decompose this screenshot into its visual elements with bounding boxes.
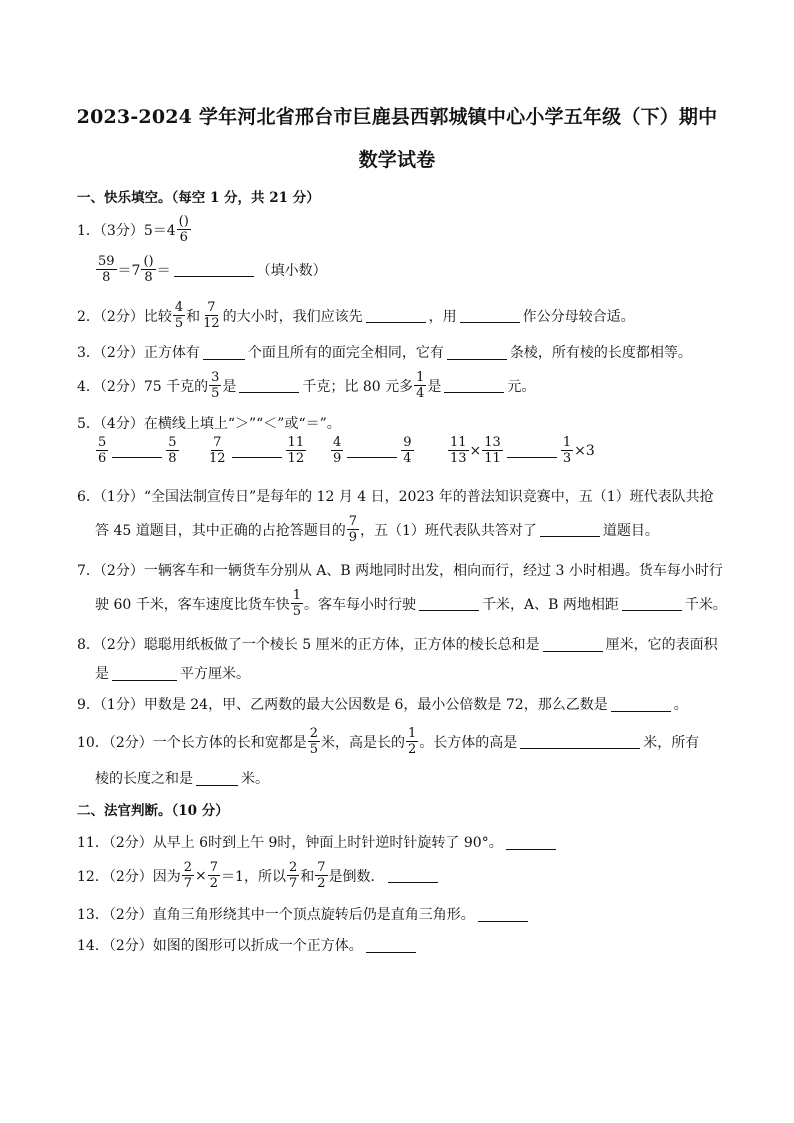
q8-line-2b: 平方厘米。 (180, 666, 250, 682)
q2-blank-2[interactable] (460, 308, 520, 323)
q9-tail: 。 (673, 697, 688, 713)
q5-c2-a-den: 12 (209, 451, 226, 466)
q1-note: （填小数） (256, 262, 327, 279)
q14-blank[interactable] (366, 938, 416, 953)
q1-eq2: ＝ (156, 262, 171, 279)
q11-text: 11．（2分）从早上 6时到上午 9时，钟面上时针逆时针旋转了 90°。 (77, 835, 503, 851)
q10-line-2b: 米。 (241, 771, 269, 787)
q3-text-2: 条棱，所有棱的长度都相等。 (509, 345, 692, 361)
q3-prefix: 3．（2分）正方体有 (77, 345, 200, 361)
q5-c1-a (96, 436, 108, 465)
q5-c4-tail: ×3 (574, 442, 595, 459)
question-1-line-2 (95, 255, 327, 284)
q4-a-den: 5 (211, 386, 220, 401)
q7-blank-1[interactable] (419, 596, 479, 611)
q5-comparison-3 (330, 436, 415, 465)
q2-b-den: 12 (203, 316, 220, 331)
q6-line-1: 6．（1分）“全国法制宣传日”是每年的 12 月 4 日，2023 年的普法知识竞赛中，五（1）班代表队共抢 (77, 489, 714, 505)
q10-blank-2[interactable] (196, 771, 238, 786)
section-2-heading: 二、法官判断。（10 分） (77, 803, 229, 819)
q5-comparison-2 (206, 436, 307, 465)
section-1-heading: 一、快乐填空。（每空 1 分，共 21 分） (77, 190, 320, 206)
q12-fraction-c (287, 861, 299, 890)
q9-blank[interactable] (611, 697, 671, 712)
q4-b-den: 4 (416, 386, 425, 401)
q5-c3-b (401, 436, 413, 465)
q5-c2-blank[interactable] (232, 443, 282, 458)
q1-answer-blank[interactable] (174, 262, 254, 277)
q5-c2-b-num: 11 (287, 435, 305, 450)
q5-c2-a (207, 436, 228, 465)
q10-fraction-a (308, 727, 320, 756)
question-13 (77, 904, 531, 924)
q2-text-2: ，用 (428, 308, 457, 325)
question-6-line-2 (95, 515, 659, 544)
q12-d-den: 2 (317, 876, 326, 891)
q5-c1-blank[interactable] (112, 443, 162, 458)
exam-title: 2023-2024 学年河北省邢台市巨鹿县西郭城镇中心小学五年级（下）期中 (76, 106, 718, 128)
q12-op: × (195, 867, 207, 884)
q6-fraction (347, 515, 359, 544)
q5-text: 5．（4分）在横线上填上“＞”“＜”或“＝”。 (77, 416, 341, 432)
q7-fraction (291, 589, 303, 618)
q5-c4-c (561, 436, 573, 465)
q4-text-2: 千克；比 80 元多 (302, 378, 414, 395)
q2-blank-1[interactable] (366, 308, 426, 323)
question-1 (77, 215, 192, 244)
q6-line-2a: 答 45 道题目，其中正确的占抢答题目的 (95, 522, 346, 539)
q6-blank[interactable] (540, 522, 600, 537)
question-10-line-2 (95, 768, 269, 788)
q1-frac1-num: () (178, 214, 189, 229)
q12-fraction-d (315, 861, 327, 890)
q7-line-1: 7．（2分）一辆客车和一辆货车分别从 A、B 两地同时出发，相向而行，经过 3 小时相遇。货车每小时行 (77, 563, 723, 579)
question-8-line-2 (95, 663, 250, 683)
q4-fraction-a (209, 371, 221, 400)
q5-c4-b-den: 11 (484, 451, 501, 466)
q10-text-1: 米，高是长的 (321, 734, 406, 751)
q4-text-4: 元。 (507, 378, 536, 395)
q5-c4-a-num: 11 (450, 435, 467, 450)
q12-fraction-a (182, 861, 194, 890)
q7-line-2d: 千米。 (684, 596, 727, 613)
question-14 (77, 935, 419, 955)
question-12 (77, 861, 441, 890)
q4-text-1: 是 (222, 378, 237, 395)
q2-b-num: 7 (207, 300, 216, 315)
q1-fraction-1 (177, 215, 191, 244)
q5-c1-b-num: 5 (168, 435, 177, 450)
q5-c4-op: × (469, 442, 482, 459)
question-3 (77, 342, 692, 362)
q5-comparison-1 (95, 436, 180, 465)
q5-c4-a (448, 436, 469, 465)
q1-frac2-den: 8 (102, 270, 111, 285)
q2-a-den: 5 (174, 316, 184, 331)
q7-blank-2[interactable] (622, 596, 682, 611)
q12-blank[interactable] (388, 868, 438, 883)
q5-c4-b-num: 13 (484, 435, 501, 450)
q1-frac3-num: () (143, 254, 154, 269)
exam-subtitle: 数学试卷 (358, 149, 436, 171)
q10-text-2: 。长方体的高是 (419, 734, 518, 751)
q10-line-2a: 棱的长度之和是 (95, 771, 193, 787)
q12-b-num: 7 (209, 860, 219, 875)
q5-c1-b-den: 8 (168, 451, 177, 466)
q1-prefix: 1．（3分）5＝4 (77, 222, 176, 239)
q5-c4-c-num: 1 (562, 435, 572, 450)
q10-fraction-b (406, 727, 418, 756)
q1-frac1-den: 6 (179, 230, 188, 245)
q12-c-den: 7 (288, 876, 298, 891)
q10-text-3: 米，所有 (643, 734, 700, 751)
q12-b-den: 2 (209, 876, 219, 891)
question-7 (77, 560, 723, 580)
q5-c2-b (286, 436, 307, 465)
q12-a-num: 2 (183, 860, 193, 875)
question-8 (77, 634, 718, 654)
q10-prefix: 10．（2分）一个长方体的长和宽都是 (77, 734, 307, 751)
q3-blank-2[interactable] (447, 345, 507, 360)
q5-c2-b-den: 12 (287, 451, 305, 466)
question-9 (77, 694, 688, 714)
q2-a-num: 4 (174, 300, 184, 315)
q5-c4-blank[interactable] (507, 443, 557, 458)
q7-f-num: 1 (292, 588, 301, 603)
q2-fraction-a (173, 301, 185, 330)
q4-blank-1[interactable] (239, 378, 299, 393)
q5-c3-blank[interactable] (347, 443, 397, 458)
q10-a-den: 5 (309, 742, 319, 757)
q2-text-1: 的大小时，我们应该先 (222, 308, 363, 325)
q5-c2-a-num: 7 (213, 435, 222, 450)
q10-b-den: 2 (408, 742, 417, 757)
q5-c3-b-num: 9 (403, 435, 412, 450)
q4-fraction-b (414, 371, 426, 400)
q5-c1-a-num: 5 (98, 435, 107, 450)
q1-fraction-2 (96, 255, 117, 284)
q5-c3-b-den: 4 (403, 451, 412, 466)
q3-blank-1[interactable] (203, 345, 245, 360)
q6-line-2b: ，五（1）班代表队共答对了 (360, 522, 537, 539)
q8-line-2a: 是 (95, 666, 109, 682)
q5-c1-a-den: 6 (98, 451, 107, 466)
q5-c3-a (331, 436, 343, 465)
q2-prefix: 2．（2分）比较 (77, 308, 172, 325)
question-10 (77, 727, 699, 756)
q1-eq1: ＝7 (117, 262, 141, 279)
question-11 (77, 832, 559, 852)
q5-c4-c-den: 3 (562, 451, 572, 466)
q13-blank[interactable] (478, 907, 528, 922)
q7-line-2b: 。客车每小时行驶 (304, 596, 416, 613)
q5-c1-b (166, 436, 178, 465)
q2-fraction-b (201, 301, 222, 330)
q11-blank[interactable] (506, 835, 556, 850)
q12-prefix: 12．（2分）因为 (77, 868, 181, 885)
q5-c3-a-num: 4 (333, 435, 342, 450)
q6-f-den: 9 (348, 530, 357, 545)
q7-line-2a: 驶 60 千米，客车速度比货车快 (95, 596, 290, 613)
q10-a-num: 2 (309, 726, 319, 741)
q10-blank-1[interactable] (520, 734, 640, 749)
q6-f-num: 7 (348, 514, 357, 529)
q9-text: 9．（1分）甲数是 24，甲、乙两数的最大公因数是 6，最小公倍数是 72，那么乙数是 (77, 697, 608, 713)
q4-blank-2[interactable] (444, 378, 504, 393)
question-6 (77, 486, 714, 506)
q6-line-2c: 道题目。 (602, 522, 659, 539)
q8-line-1a: 8．（2分）聪聪用纸板做了一个棱长 5 厘米的正方体，正方体的棱长总和是 (77, 637, 540, 653)
q12-fraction-b (208, 861, 220, 890)
q5-c4-b (482, 436, 503, 465)
q4-text-3: 是 (427, 378, 442, 395)
q12-text-3: 是倒数． (328, 868, 385, 885)
q8-blank-1[interactable] (543, 637, 603, 652)
question-7-line-2 (95, 589, 727, 618)
q12-text-2: 和 (300, 868, 315, 885)
q12-a-den: 7 (183, 876, 193, 891)
q4-a-num: 3 (211, 370, 220, 385)
q4-prefix: 4．（2分）75 千克的 (77, 378, 209, 395)
q12-text-1: ＝1，所以 (221, 868, 286, 885)
q7-f-den: 5 (292, 604, 301, 619)
q10-b-num: 1 (408, 726, 417, 741)
q1-fraction-3 (141, 255, 155, 284)
question-2 (77, 301, 635, 330)
q8-blank-2[interactable] (112, 666, 177, 681)
q4-b-num: 1 (416, 370, 425, 385)
question-4 (77, 371, 535, 400)
q14-text: 14．（2分）如图的图形可以折成一个正方体。 (77, 938, 363, 954)
q1-frac3-den: 8 (144, 270, 153, 285)
q7-line-2c: 千米，A、B 两地相距 (482, 596, 619, 613)
q5-comparison-4 (447, 436, 595, 465)
q5-c3-a-den: 9 (333, 451, 342, 466)
q1-frac2-num: 59 (98, 254, 115, 269)
q12-d-num: 7 (317, 860, 326, 875)
q2-mid: 和 (186, 308, 201, 325)
q5-c4-a-den: 13 (450, 451, 467, 466)
q8-line-1b: 厘米，它的表面积 (605, 637, 718, 653)
q2-text-3: 作公分母较合适。 (522, 308, 635, 325)
q13-text: 13．（2分）直角三角形绕其中一个顶点旋转后仍是直角三角形。 (77, 907, 475, 923)
question-5 (77, 413, 341, 433)
q12-c-num: 2 (288, 860, 298, 875)
q3-text-1: 个面且所有的面完全相同，它有 (247, 345, 444, 361)
